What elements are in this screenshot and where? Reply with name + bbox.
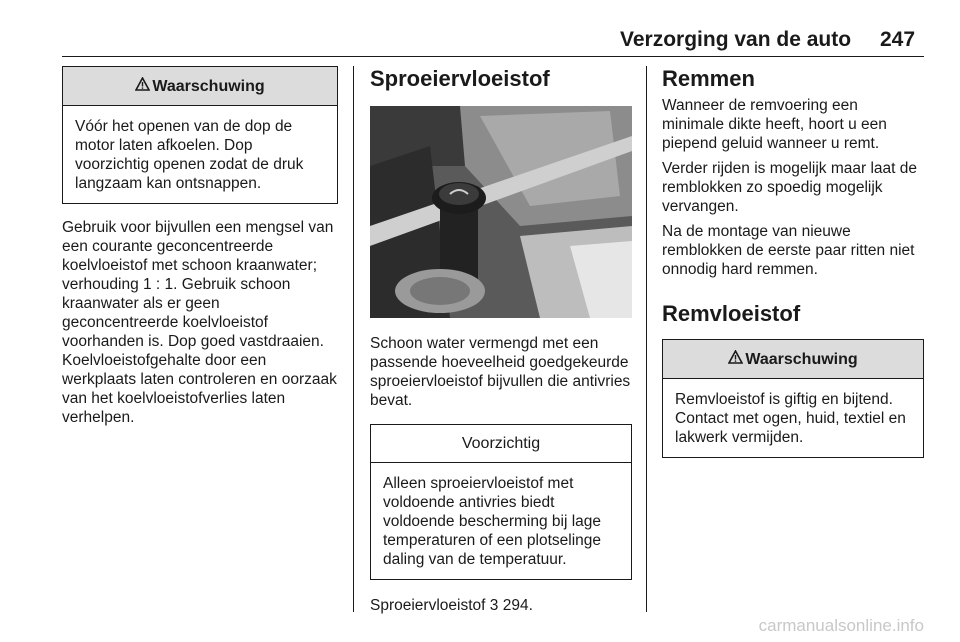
page-number: 247 <box>880 28 916 51</box>
section-title-washer-fluid: Sproeiervloeistof <box>370 66 550 91</box>
warning-text: Remvloeistof is giftig en bijtend. Contact met ogen, huid, textiel en lakwerk vermijden. <box>675 391 906 446</box>
warning-heading: Waarschuwing <box>745 351 858 368</box>
header-rule <box>62 56 924 57</box>
watermark-logo: carmanualsonline.info <box>758 616 924 635</box>
column-divider-1 <box>353 66 354 612</box>
warning-box-brake-fluid <box>662 339 924 458</box>
column-right <box>662 66 924 458</box>
column-left <box>62 66 338 427</box>
column-divider-2 <box>646 66 647 612</box>
washer-fluid-cap-photo <box>370 106 632 318</box>
warning-triangle-icon <box>728 350 743 369</box>
coolant-paragraph: Gebruik voor bijvullen een mengsel van een courante geconcentreerde koelvloeistof met schoon kraanwater; verhouding 1 : 1. Gebruik schoon kraanwater als er geen geconcentreerde koelvloeistof voorhanden is. Dop goed vastdraaien. Koelvloeistofgehalte door een werkplaats laten controleren en oorzaak van het koelvloeistofverlies laten verhelpen. <box>62 219 337 426</box>
warning-triangle-icon <box>135 77 150 96</box>
reference-page[interactable]: 294. <box>502 597 533 614</box>
column-middle <box>370 66 632 615</box>
reference-label: Sproeiervloeistof <box>370 597 486 614</box>
warning-box-header <box>63 67 337 106</box>
section-title-brake-fluid: Remvloeistof <box>662 301 801 326</box>
warning-heading: Waarschuwing <box>152 78 265 95</box>
caution-box-header: Voorzichtig <box>371 425 631 463</box>
section-title-brakes: Remmen <box>662 66 755 91</box>
brakes-paragraph-3: Na de montage van nieuwe remblokken de eerste paar ritten niet onnodig hard remmen. <box>662 223 915 278</box>
caution-box <box>370 424 632 580</box>
washer-fluid-reference <box>370 596 632 615</box>
brakes-paragraph-1: Wanneer de remvoering een minimale dikte heeft, hoort u een piepend geluid wanneer u remt. <box>662 97 887 152</box>
warning-box <box>62 66 338 204</box>
header-title: Verzorging van de auto <box>620 28 852 51</box>
warning-text: Vóór het openen van de dop de motor laten afkoelen. Dop voorzichtig openen zodat de druk langzaam kan ontsnappen. <box>75 118 304 192</box>
caution-text: Alleen sproeiervloeistof met voldoende antivries biedt voldoende bescherming bij lage temperaturen of een plotselinge daling van de temperatuur. <box>383 475 602 568</box>
washer-fluid-paragraph: Schoon water vermengd met een passende hoeveelheid goedgekeurde sproeiervloeistof bijvullen die antivries bevat. <box>370 335 631 409</box>
brakes-paragraph-2: Verder rijden is mogelijk maar laat de remblokken zo spoedig mogelijk vervangen. <box>662 160 918 215</box>
warning-box-header <box>663 340 923 379</box>
reference-arrow-icon: 3 <box>489 597 499 614</box>
